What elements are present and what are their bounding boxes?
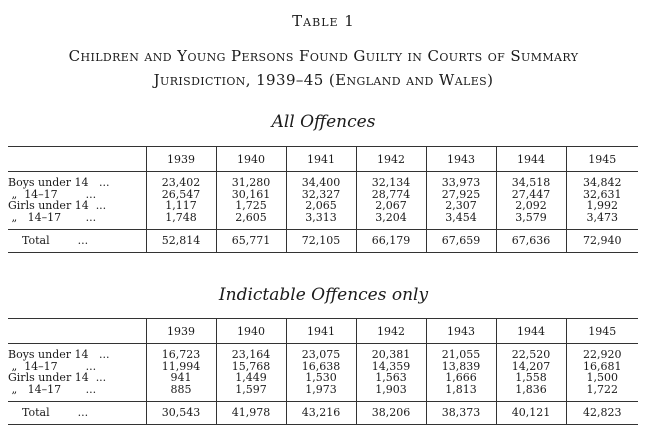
cell-value: 2,067	[356, 200, 426, 212]
total-row	[8, 230, 638, 253]
cell-value: 32,631	[566, 189, 638, 201]
cell-value: 1,558	[496, 372, 566, 384]
total-row	[8, 402, 638, 425]
section-title-all-offences: All Offences	[271, 112, 376, 132]
year-header: 1940	[216, 147, 286, 172]
cell-value: 32,327	[286, 189, 356, 201]
cell-value: 2,065	[286, 200, 356, 212]
cell-value: 16,638	[286, 361, 356, 373]
year-header: 1944	[496, 319, 566, 344]
cell-value: 31,280	[216, 172, 286, 189]
cell-value: 16,723	[146, 344, 216, 361]
cell-value: 1,748	[146, 212, 216, 230]
total-value: 65,771	[216, 230, 286, 253]
row-label: Girls under 14 ...	[8, 199, 107, 212]
cell-value: 27,447	[496, 189, 566, 201]
year-header: 1945	[566, 319, 638, 344]
cell-value: 30,161	[216, 189, 286, 201]
cell-value: 22,920	[566, 344, 638, 361]
cell-value: 1,563	[356, 372, 426, 384]
cell-value: 3,579	[496, 212, 566, 230]
table-row	[8, 212, 638, 230]
header-blank	[8, 319, 146, 344]
table-row	[8, 172, 638, 189]
header-blank	[8, 147, 146, 172]
cell-value: 34,842	[566, 172, 638, 189]
total-value: 52,814	[146, 230, 216, 253]
cell-value: 23,164	[216, 344, 286, 361]
cell-value: 15,768	[216, 361, 286, 373]
cell-value: 32,134	[356, 172, 426, 189]
cell-value: 34,518	[496, 172, 566, 189]
row-label: „ 14–17 ...	[8, 382, 97, 396]
year-header: 1939	[146, 319, 216, 344]
total-label: Total ...	[8, 230, 146, 253]
cell-value: 1,813	[426, 384, 496, 402]
cell-value: 2,605	[216, 212, 286, 230]
cell-value: 1,973	[286, 384, 356, 402]
cell-value: 14,359	[356, 361, 426, 373]
row-label: Boys under 14 ...	[8, 176, 110, 189]
total-value: 67,659	[426, 230, 496, 253]
table-row	[8, 344, 638, 361]
table-title	[0, 44, 647, 92]
cell-value: 1,903	[356, 384, 426, 402]
total-value: 38,373	[426, 402, 496, 425]
cell-value: 34,400	[286, 172, 356, 189]
cell-value: 14,207	[496, 361, 566, 373]
section-title-indictable-offences: Indictable Offences only	[218, 285, 429, 305]
cell-value: 3,454	[426, 212, 496, 230]
cell-value: 1,530	[286, 372, 356, 384]
total-value: 30,543	[146, 402, 216, 425]
indictable-offences-table	[8, 318, 638, 425]
year-header: 1945	[566, 147, 638, 172]
cell-value: 27,925	[426, 189, 496, 201]
total-value: 42,823	[566, 402, 638, 425]
cell-value: 885	[146, 384, 216, 402]
cell-value: 28,774	[356, 189, 426, 201]
table-row	[8, 384, 638, 402]
total-label: Total ...	[8, 402, 146, 425]
year-header: 1940	[216, 319, 286, 344]
cell-value: 1,722	[566, 384, 638, 402]
cell-value: 1,836	[496, 384, 566, 402]
total-value: 43,216	[286, 402, 356, 425]
header-row	[8, 319, 638, 344]
title-line-2: Jurisdiction, 1939–45 (England and Wales)	[153, 71, 494, 89]
cell-value: 2,307	[426, 200, 496, 212]
header-row	[8, 147, 638, 172]
total-value: 38,206	[356, 402, 426, 425]
total-value: 40,121	[496, 402, 566, 425]
cell-value: 13,839	[426, 361, 496, 373]
cell-value: 1,449	[216, 372, 286, 384]
year-header: 1943	[426, 319, 496, 344]
year-header: 1939	[146, 147, 216, 172]
cell-value: 1,725	[216, 200, 286, 212]
all-offences-table	[8, 146, 638, 253]
year-header: 1942	[356, 147, 426, 172]
year-header: 1941	[286, 147, 356, 172]
table-row	[8, 200, 638, 212]
cell-value: 22,520	[496, 344, 566, 361]
cell-value: 1,117	[146, 200, 216, 212]
cell-value: 3,473	[566, 212, 638, 230]
year-header: 1942	[356, 319, 426, 344]
total-value: 72,105	[286, 230, 356, 253]
cell-value: 3,313	[286, 212, 356, 230]
cell-value: 2,092	[496, 200, 566, 212]
row-label: Boys under 14 ...	[8, 348, 110, 361]
cell-value: 3,204	[356, 212, 426, 230]
total-value: 66,179	[356, 230, 426, 253]
total-value: 41,978	[216, 402, 286, 425]
cell-value: 16,681	[566, 361, 638, 373]
cell-value: 11,994	[146, 361, 216, 373]
cell-value: 1,500	[566, 372, 638, 384]
cell-value: 1,992	[566, 200, 638, 212]
row-label: „ 14–17 ...	[8, 210, 97, 224]
cell-value: 21,055	[426, 344, 496, 361]
table-row	[8, 372, 638, 384]
cell-value: 20,381	[356, 344, 426, 361]
total-value: 72,940	[566, 230, 638, 253]
cell-value: 23,402	[146, 172, 216, 189]
cell-value: 941	[146, 372, 216, 384]
year-header: 1941	[286, 319, 356, 344]
row-label: „ 14–17 ...	[8, 187, 97, 201]
row-label: „ 14–17 ...	[8, 359, 97, 373]
row-label: Girls under 14 ...	[8, 371, 107, 384]
table-number: Table 1	[292, 12, 355, 30]
cell-value: 1,666	[426, 372, 496, 384]
total-value: 67,636	[496, 230, 566, 253]
cell-value: 23,075	[286, 344, 356, 361]
year-header: 1943	[426, 147, 496, 172]
year-header: 1944	[496, 147, 566, 172]
cell-value: 1,597	[216, 384, 286, 402]
cell-value: 33,973	[426, 172, 496, 189]
title-line-1: Children and Young Persons Found Guilty in Courts of Summary	[68, 47, 579, 65]
cell-value: 26,547	[146, 189, 216, 201]
